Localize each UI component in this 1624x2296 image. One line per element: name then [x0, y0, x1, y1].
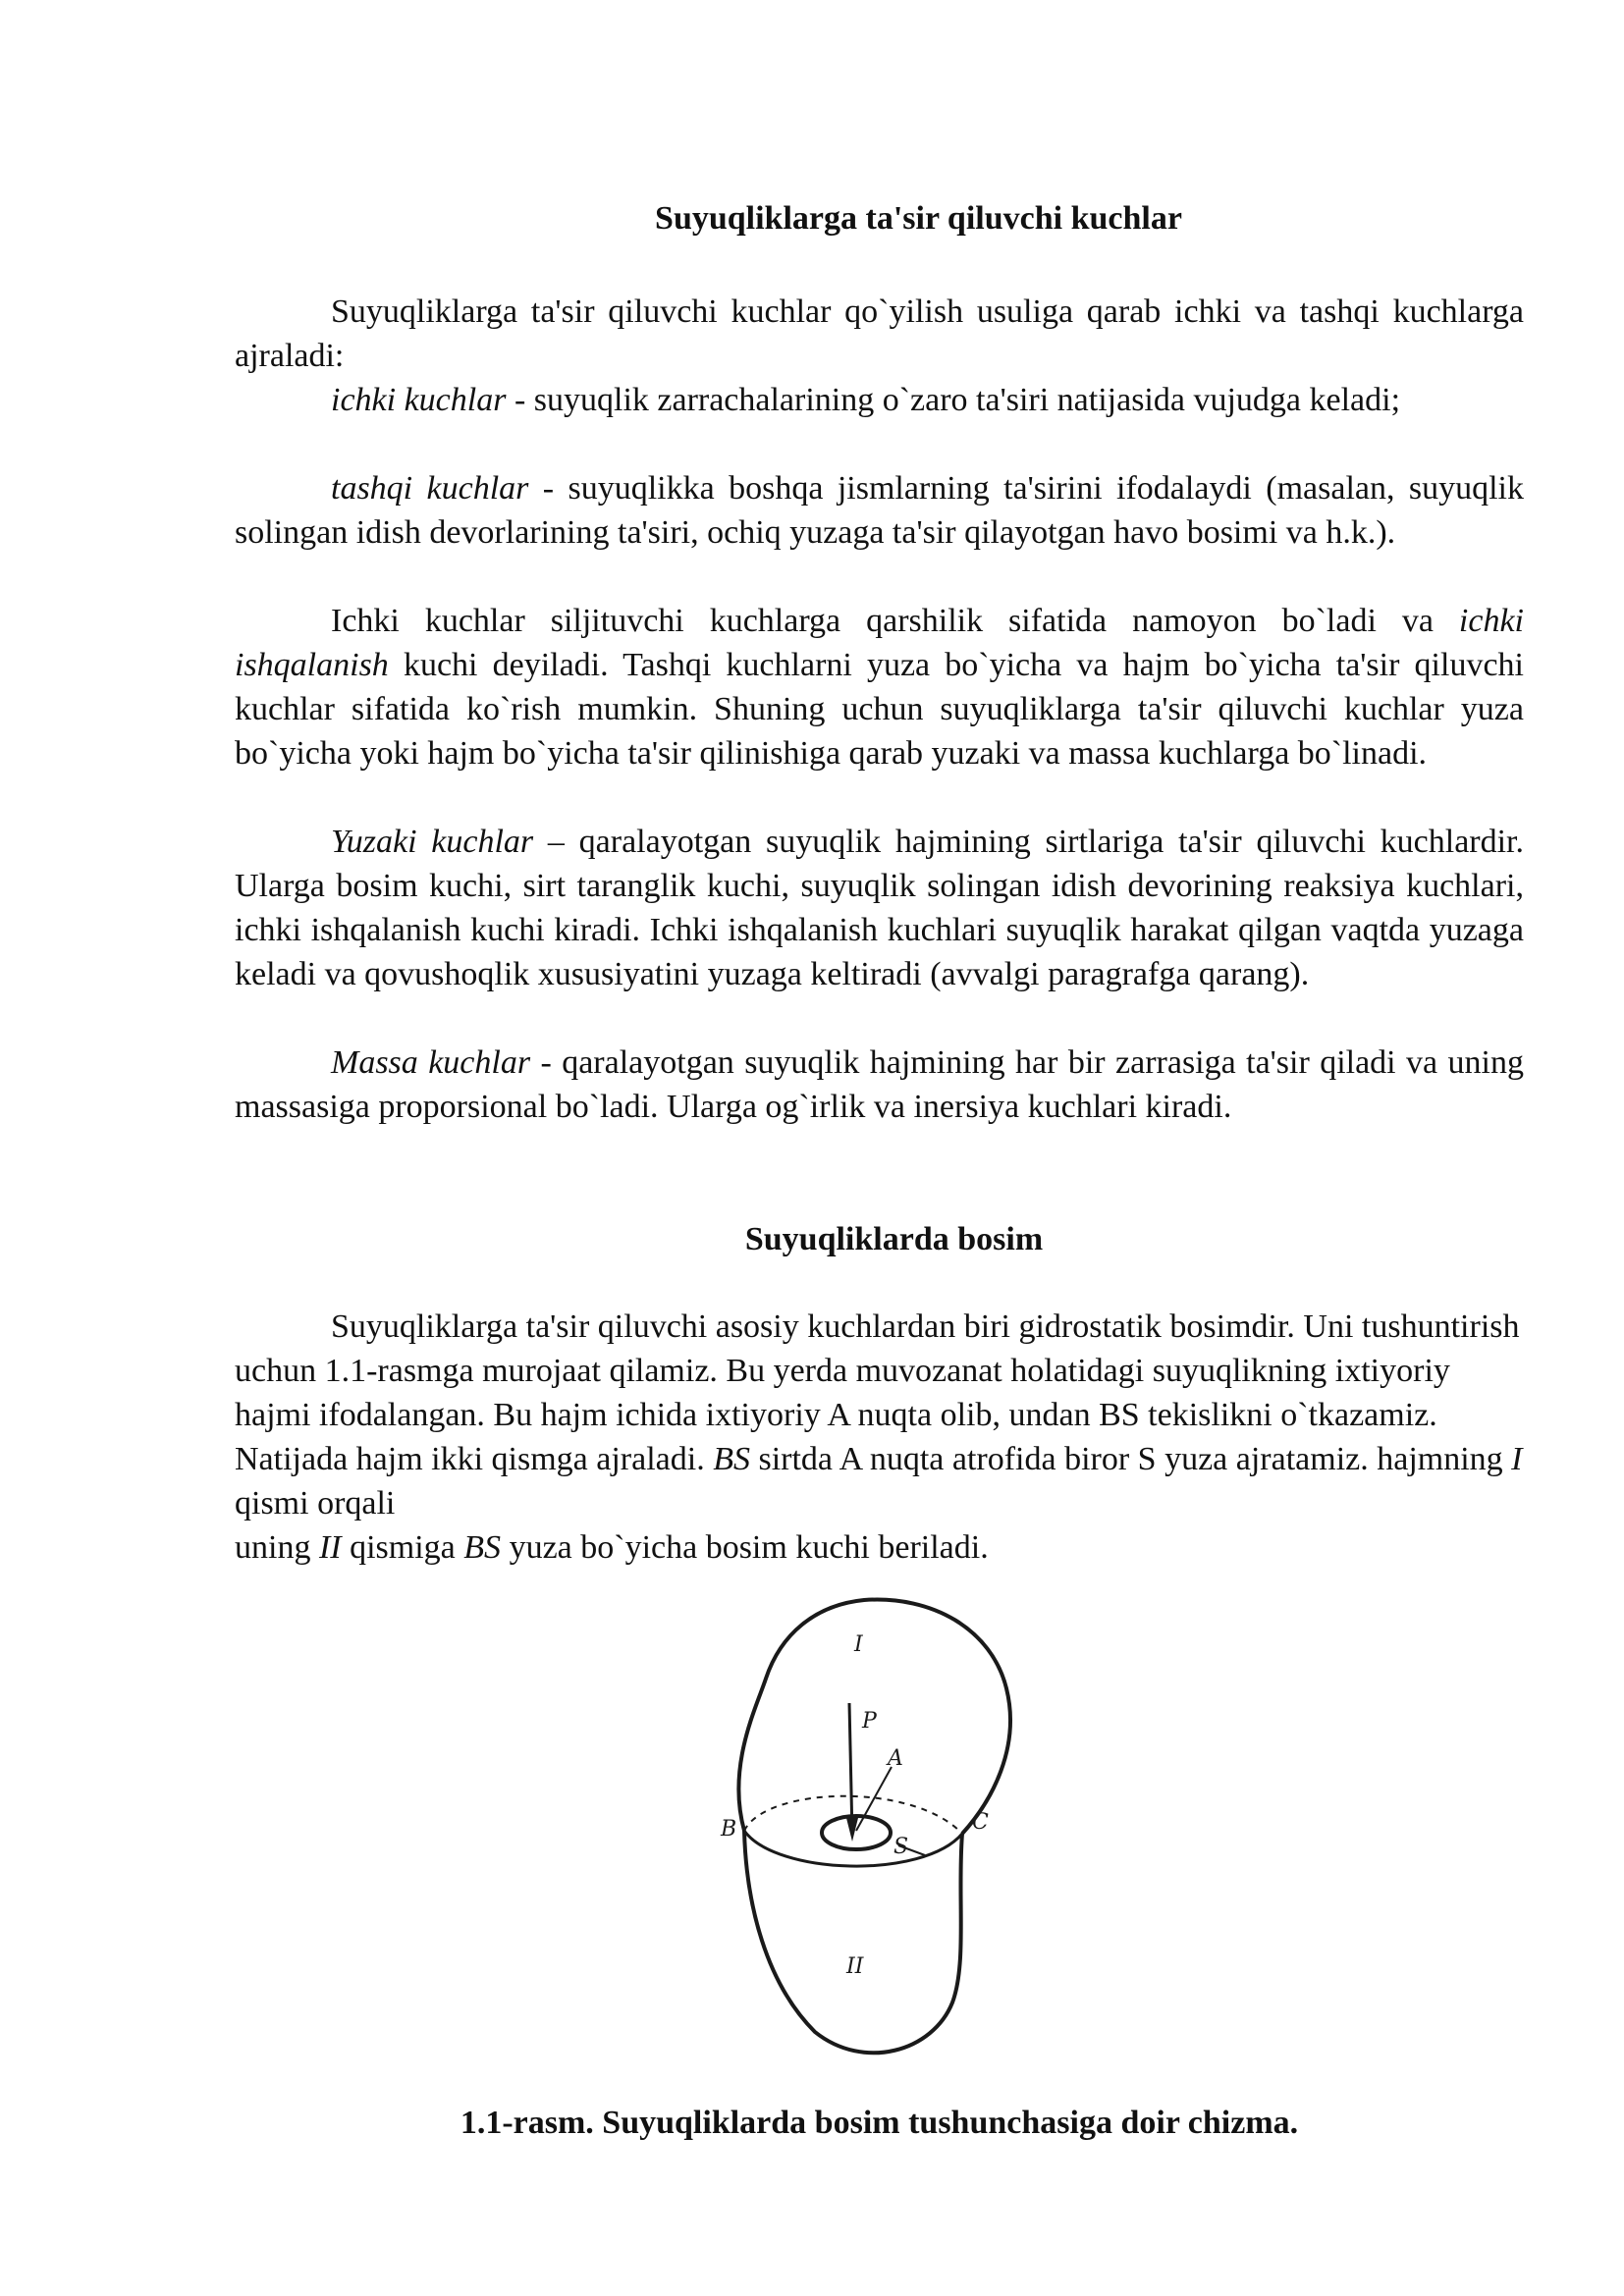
label-region-ii: II: [846, 1954, 864, 1979]
paragraph-external-forces: tashqi kuchlar - suyuqlikka boshqa jismlarning ta'sirini ifodalaydi (masalan, suyuqlik solingan idish devorlarining ta'siri, ochiq yuzaga ta'sir qilayotgan havo bosimi va h.k.).: [235, 470, 1525, 551]
leader-a: [856, 1767, 892, 1831]
paragraph-surface-forces: Yuzaki kuchlar – qaralayotgan suyuqlik hajmining sirtlariga ta'sir qiluvchi kuchlardir. Ularga bosim kuchi, sirt taranglik kuchi, suyuqlik solingan idish devorining reaksiya kuchlari, ichki ishqalanish kuchi kiradi. Ichki ishqalanish kuchlari suyuqlik harakat qilgan vaqtda yuzaga keladi va qovushoqlik xususiyatini yuzaga keltiradi (avvalgi paragrafga qarang).: [235, 824, 1525, 992]
term-internal-friction: ichki ishqalanish: [235, 603, 1524, 683]
label-region-i: I: [854, 1632, 863, 1657]
label-area-s: S: [893, 1835, 909, 1859]
label-point-b: B: [721, 1817, 737, 1842]
section-title-forces: Suyuqliklarga ta'sir qiluvchi kuchlar: [655, 200, 1182, 237]
term-external-forces: tashqi kuchlar: [331, 470, 529, 507]
term-internal-forces: ichki kuchlar: [331, 382, 507, 418]
section-title-pressure: Suyuqliklarda bosim: [744, 1221, 1044, 1257]
paragraph-intro: Suyuqliklarga ta'sir qiluvchi kuchlar qo`yilish usuliga qarab ichki va tashqi kuchlarga ajraladi:: [235, 294, 1524, 374]
label-force-p: P: [862, 1709, 877, 1734]
paragraph-pressure: Suyuqliklarga ta'sir qiluvchi asosiy kuchlardan biri gidrostatik bosimdir. Uni tushuntirish uchun 1.1-rasmga murojaat qilamiz. Bu yerda muvozanat holatidagi suyuqlikning ixtiyoriy hajmi ifodalangan. Bu hajm ichida ixtiyoriy A nuqta olib, undan BS tekislikni o`tkazamiz. Natijada hajm ikki qismga ajraladi. BS sirtda A nuqta atrofida biror S yuza ajratamiz. hajmning I qismi orqali uning II qismiga BS yuza bo`yicha bosim kuchi beriladi.: [235, 1308, 1523, 1566]
figure-caption-number: 1.1-rasm: [460, 2105, 586, 2141]
paragraph-mass-forces: Massa kuchlar - qaralayotgan suyuqlik hajmining har bir zarrasiga ta'sir qiladi va uning massasiga proporsional bo`ladi. Ularga og`irlik va inersiya kuchlari kiradi.: [235, 1044, 1524, 1125]
label-point-a: A: [888, 1746, 903, 1771]
lower-volume-outline: [744, 1831, 962, 2053]
figure-caption-text: Suyuqliklarda bosim tushunchasiga doir chizma.: [602, 2105, 1299, 2141]
pressure-diagram: [697, 1590, 1031, 2061]
term-mass-forces: Massa kuchlar: [331, 1044, 531, 1081]
term-surface-forces: Yuzaki kuchlar: [331, 824, 534, 860]
paragraph-internal-friction: Ichki kuchlar siljituvchi kuchlarga qarshilik sifatida namoyon bo`ladi va ichki ishqalanish kuchi deyiladi. Tashqi kuchlarni yuza bo`yicha va hajm bo`yicha ta'sir qiluvchi kuchlar sifatida ko`rish mumkin. Shuning uchun suyuqliklarga ta'sir qiluvchi kuchlar yuza bo`yicha yoki hajm bo`yicha ta'sir qilinishiga qarab yuzaki va massa kuchlarga bo`linadi.: [235, 603, 1524, 772]
figure-caption: 1.1-rasm. Suyuqliklarda bosim tushunchasiga doir chizma.: [460, 2105, 1299, 2141]
label-point-c: C: [972, 1810, 989, 1835]
paragraph-internal-forces: ichki kuchlar - suyuqlik zarrachalarining o`zaro ta'siri natijasida vujudga keladi;: [331, 382, 1401, 418]
